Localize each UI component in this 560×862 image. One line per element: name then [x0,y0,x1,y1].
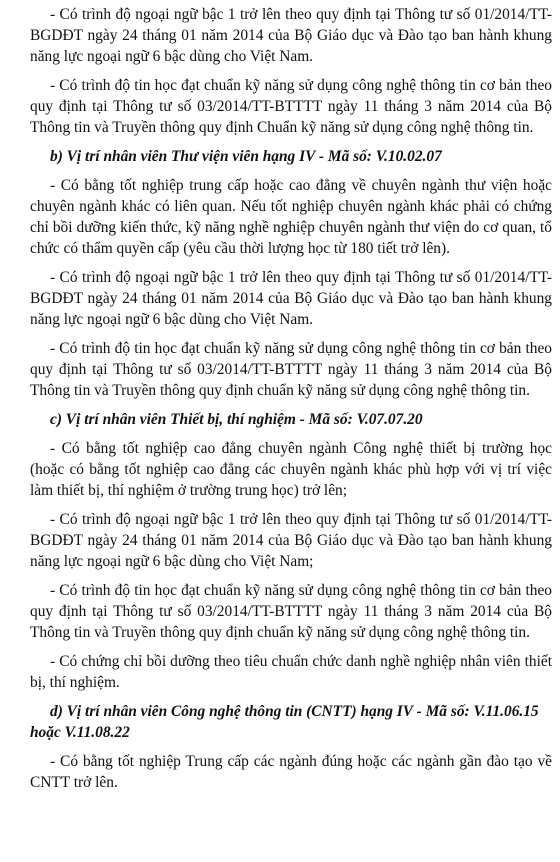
heading-library-staff: b) Vị trí nhân viên Thư viện viên hạng IV - Mã số: V.10.02.07 [50,148,442,165]
paragraph-foreign-language-2: - Có trình độ ngoại ngữ bậc 1 trở lên theo quy định tại Thông tư số 01/2014/TT-BGDĐT ngày 24 tháng 01 năm 2014 của Bộ Giáo dục và Đào tạo ban hành khung năng lực ngoại ngữ 6 bậc dùng cho Việt Nam. [30,269,552,328]
paragraph-it-skill-2: - Có trình độ tin học đạt chuẩn kỹ năng sử dụng công nghệ thông tin cơ bản theo quy định tại Thông tư số 03/2014/TT-BTTTT ngày 11 tháng 3 năm 2014 của Bộ Thông tin và Truyền thông quy định chuẩn kỹ năng sử dụng công nghệ thông tin. [30,340,552,399]
paragraph-it-skill-3: - Có trình độ tin học đạt chuẩn kỹ năng sử dụng công nghệ thông tin cơ bản theo quy định tại Thông tư số 03/2014/TT-BTTTT ngày 11 tháng 3 năm 2014 của Bộ Thông tin và Truyền thông quy định chuẩn kỹ năng sử dụng công nghệ thông tin. [30,582,552,641]
heading-equipment-lab-staff: c) Vị trí nhân viên Thiết bị, thí nghiệm - Mã số: V.07.07.20 [50,411,423,428]
paragraph-library-degree: - Có bằng tốt nghiệp trung cấp hoặc cao đẳng về chuyên ngành thư viện hoặc chuyên ngành khác có liên quan. Nếu tốt nghiệp chuyên ngành khác phải có chứng chỉ bồi dưỡng kiến thức, kỹ năng nghề nghiệp chuyên ngành thư viện do cơ quan, tổ chức có thẩm quyền cấp (yêu cầu thời lượng học từ 180 tiết trở lên). [30,177,552,257]
paragraph-foreign-language-1: - Có trình độ ngoại ngữ bậc 1 trở lên theo quy định tại Thông tư số 01/2014/TT-BGDĐT ngày 24 tháng 01 năm 2014 của Bộ Giáo dục và Đào tạo ban hành khung năng lực ngoại ngữ 6 bậc dùng cho Việt Nam. [30,6,552,65]
paragraph-equipment-certificate: - Có chứng chỉ bồi dưỡng theo tiêu chuẩn chức danh nghề nghiệp nhân viên thiết bị, thí nghiệm. [30,653,552,691]
paragraph-foreign-language-3: - Có trình độ ngoại ngữ bậc 1 trở lên theo quy định tại Thông tư số 01/2014/TT-BGDĐT ngày 24 tháng 01 năm 2014 của Bộ Giáo dục và Đào tạo ban hành khung năng lực ngoại ngữ 6 bậc dùng cho Việt Nam; [30,511,552,570]
paragraph-it-skill-1: - Có trình độ tin học đạt chuẩn kỹ năng sử dụng công nghệ thông tin cơ bản theo quy định tại Thông tư số 03/2014/TT-BTTTT ngày 11 tháng 3 năm 2014 của Bộ Thông tin và Truyền thông quy định Chuẩn kỹ năng sử dụng công nghệ thông tin. [30,77,552,136]
paragraph-it-degree: - Có bằng tốt nghiệp Trung cấp các ngành đúng hoặc các ngành gần đào tạo về CNTT trở lên. [30,753,552,791]
heading-it-staff: d) Vị trí nhân viên Công nghệ thông tin (CNTT) hạng IV - Mã số: V.11.06.15 hoặc V.11.08.22 [30,703,539,741]
paragraph-equipment-degree: - Có bằng tốt nghiệp cao đẳng chuyên ngành Công nghệ thiết bị trường học (hoặc có bằng tốt nghiệp cao đẳng các chuyên ngành khác phù hợp với vị trí việc làm thiết bị, thí nghiệm ở trường trung học) trở lên; [30,440,552,499]
